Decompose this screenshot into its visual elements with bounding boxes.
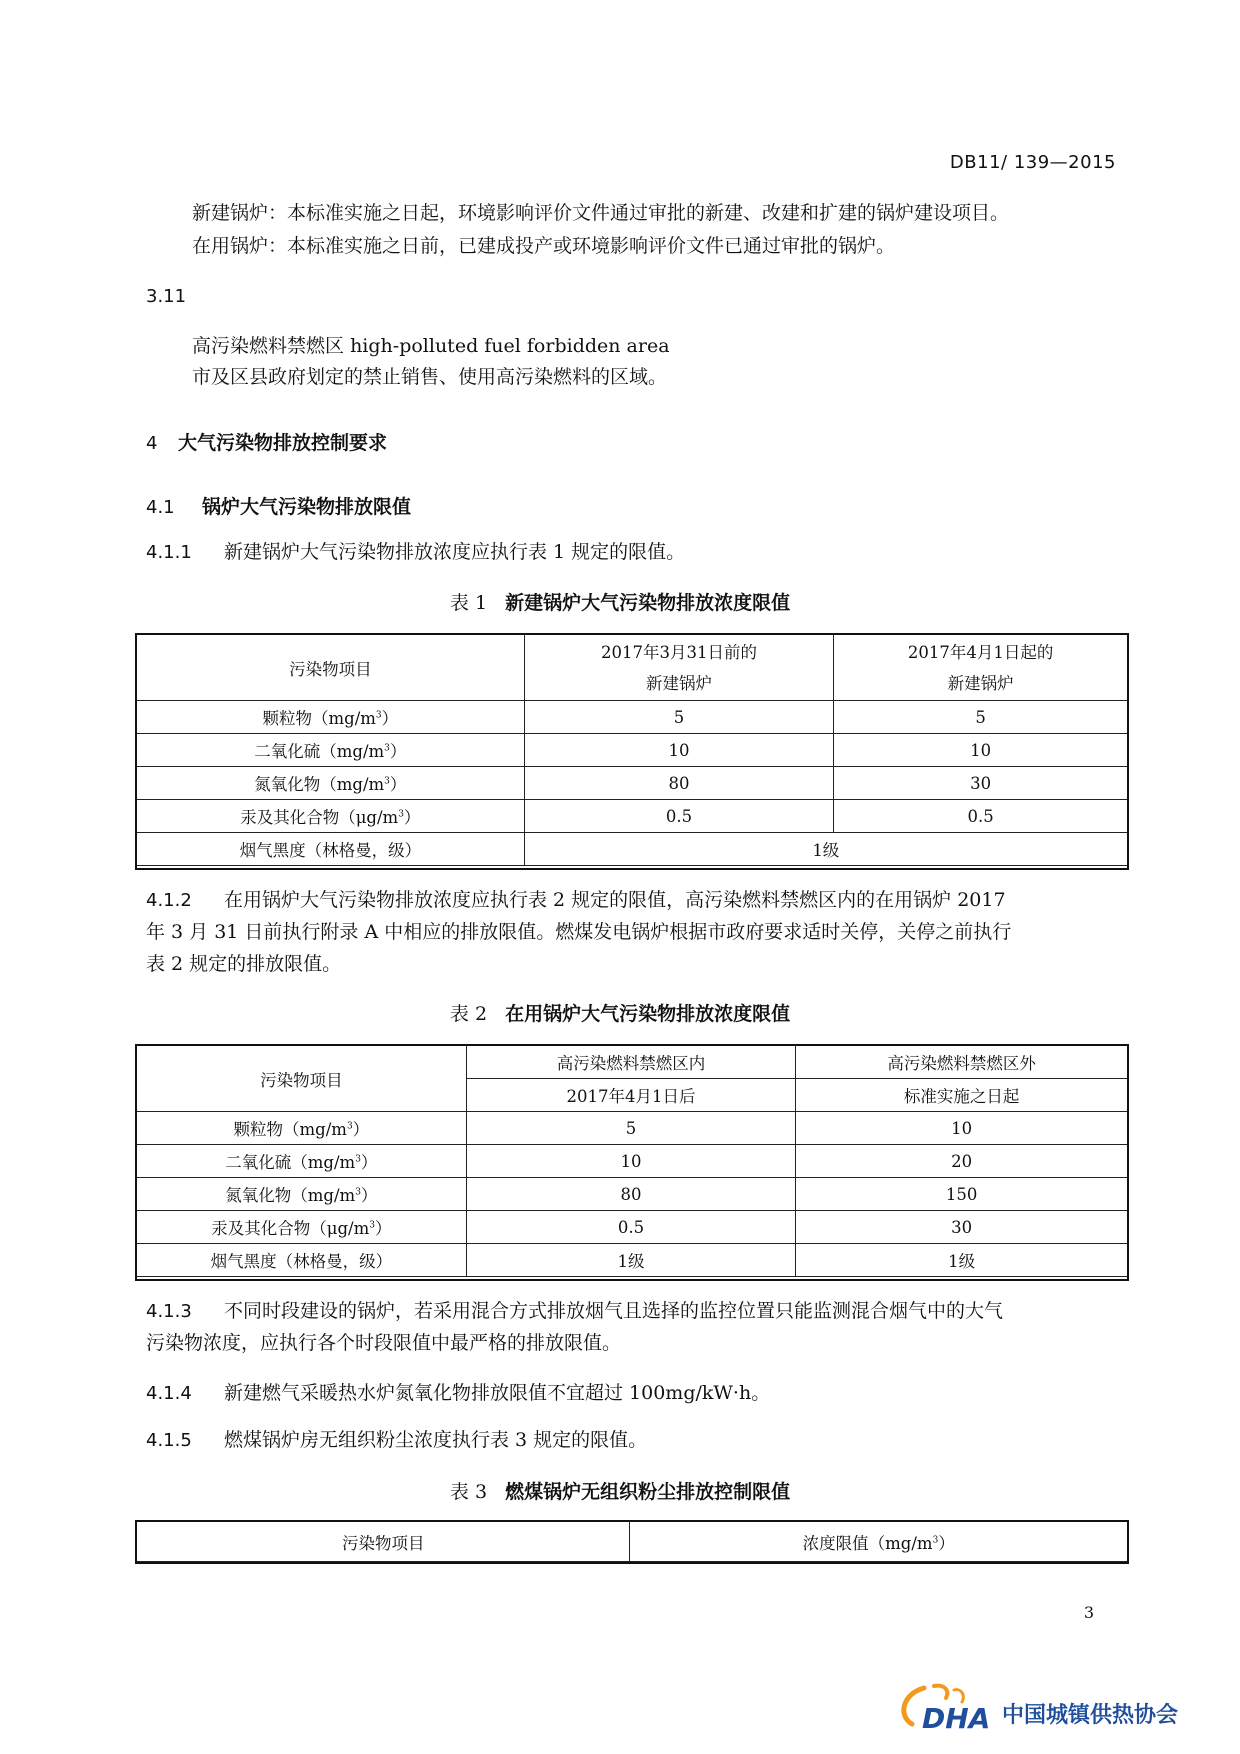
table-row bbox=[137, 1112, 1128, 1145]
table3-number: 表 3 bbox=[449, 1481, 488, 1503]
table3-header-row bbox=[137, 1522, 1128, 1562]
table2-header-col1-line1: 高污染燃料禁燃区内 bbox=[466, 1046, 796, 1079]
pollutant-name: 二氧化硫$(mg/m^3)$ bbox=[137, 734, 525, 767]
clause-4-1-1-text: 新建锅炉大气污染物排放浓度应执行表 1 规定的限值。 bbox=[224, 541, 686, 563]
table-row bbox=[137, 1244, 1128, 1277]
section-4-title: 大气污染物排放控制要求 bbox=[178, 432, 388, 454]
clause-4-1-2-number: 4.1.2 bbox=[146, 890, 192, 911]
pollutant-name: 氮氧化物$(mg/m^3)$ bbox=[137, 1178, 467, 1211]
limit-value: 0.5 bbox=[834, 800, 1128, 833]
table2-caption bbox=[0, 999, 1240, 1026]
table1-number: 表 1 bbox=[449, 592, 488, 614]
limit-value: 150 bbox=[796, 1178, 1128, 1211]
clause-4-1-3-line2: 污染物浓度，应执行各个时段限值中最严格的排放限值。 bbox=[146, 1332, 622, 1354]
table2-number: 表 2 bbox=[449, 1003, 488, 1025]
table2-header-col2-line2: 标准实施之日起 bbox=[796, 1079, 1128, 1112]
limit-value: 5 bbox=[466, 1112, 796, 1145]
table-row bbox=[137, 1211, 1128, 1244]
pollutant-name: 烟气黑度（林格曼，级） bbox=[137, 1244, 467, 1277]
clause-4-1-1 bbox=[146, 536, 685, 569]
pollutant-name: 汞及其化合物$(\mu g/m^3)$ bbox=[137, 800, 525, 833]
dha-logo-letters: DHA bbox=[922, 1702, 991, 1735]
table2 bbox=[136, 1045, 1128, 1277]
limit-value: 0.5 bbox=[466, 1211, 796, 1244]
term-definition: 市及区县政府划定的禁止销售、使用高污染燃料的区域。 bbox=[192, 366, 668, 388]
limit-value: 80 bbox=[524, 767, 834, 800]
table-row bbox=[137, 1178, 1128, 1211]
limit-value: 10 bbox=[796, 1112, 1128, 1145]
term-number: 3.11 bbox=[146, 286, 187, 307]
page-number: 3 bbox=[1083, 1603, 1094, 1622]
clause-4-1-4-text: 新建燃气采暖热水炉氮氧化物排放限值不宜超过 100mg/kW·h。 bbox=[224, 1382, 771, 1404]
clause-4-1-4-number: 4.1.4 bbox=[146, 1383, 192, 1404]
limit-value: 10 bbox=[834, 734, 1128, 767]
table2-header-col2-line1: 高污染燃料禁燃区外 bbox=[796, 1046, 1128, 1079]
table-row bbox=[137, 1145, 1128, 1178]
limit-value: 0.5 bbox=[524, 800, 834, 833]
clause-4-1-5 bbox=[146, 1424, 647, 1457]
table2-header-row1 bbox=[137, 1046, 1128, 1079]
table3-title: 燃煤锅炉无组织粉尘排放控制限值 bbox=[505, 1481, 791, 1503]
org-name: 中国城镇供热协会 bbox=[1002, 1703, 1179, 1728]
term-title-en: high-polluted fuel forbidden area bbox=[350, 335, 670, 357]
section-4-heading bbox=[146, 428, 387, 455]
clause-4-1-2-line2: 年 3 月 31 日前执行附录 A 中相应的排放限值。燃煤发电锅炉根据市政府要求适时关停，关停之前执行 bbox=[146, 921, 1012, 943]
clause-4-1-3-number: 4.1.3 bbox=[146, 1301, 192, 1322]
table1 bbox=[136, 634, 1128, 866]
section-4-1-title: 锅炉大气污染物排放限值 bbox=[202, 496, 412, 518]
section-4-1-heading bbox=[146, 492, 411, 519]
dha-logo bbox=[894, 1680, 1204, 1736]
table3-header-limit: 浓度限值$(mg/m^3)$ bbox=[630, 1522, 1128, 1562]
clause-4-1-5-text: 燃煤锅炉房无组织粉尘浓度执行表 3 规定的限值。 bbox=[224, 1429, 648, 1451]
clause-4-1-2-line1: 4.1.2 在用锅炉大气污染物排放浓度应执行表 2 规定的限值，高污染燃料禁燃区内的在用锅炉 2017 bbox=[146, 884, 1006, 917]
definition-new-boiler: 新建锅炉：本标准实施之日起，环境影响评价文件通过审批的新建、改建和扩建的锅炉建设项目。 bbox=[192, 202, 1010, 224]
limit-value: 80 bbox=[466, 1178, 796, 1211]
limit-value: 5 bbox=[524, 701, 834, 734]
pollutant-name: 汞及其化合物$(\mu g/m^3)$ bbox=[137, 1211, 467, 1244]
limit-value: 5 bbox=[834, 701, 1128, 734]
section-4-1-number: 4.1 bbox=[146, 497, 175, 518]
table1-header-col2: 2017年4月1日起的 新建锅炉 bbox=[834, 635, 1128, 701]
table-row bbox=[137, 701, 1128, 734]
limit-value: 10 bbox=[466, 1145, 796, 1178]
table2-title: 在用锅炉大气污染物排放浓度限值 bbox=[505, 1003, 791, 1025]
table2-header-item: 污染物项目 bbox=[137, 1046, 467, 1112]
pollutant-name: 二氧化硫$(mg/m^3)$ bbox=[137, 1145, 467, 1178]
section-4-number: 4 bbox=[146, 433, 158, 454]
clause-4-1-3-line1: 4.1.3 不同时段建设的锅炉，若采用混合方式排放烟气且选择的监控位置只能监测混合烟气中的大气 bbox=[146, 1295, 1003, 1328]
clause-4-1-4 bbox=[146, 1377, 770, 1410]
limit-value: 30 bbox=[796, 1211, 1128, 1244]
table-row bbox=[137, 767, 1128, 800]
table3 bbox=[136, 1521, 1128, 1562]
limit-value: 30 bbox=[834, 767, 1128, 800]
table1-title: 新建锅炉大气污染物排放浓度限值 bbox=[505, 592, 791, 614]
limit-value: 1级 bbox=[796, 1244, 1128, 1277]
table1-header-col1: 2017年3月31日前的 新建锅炉 bbox=[524, 635, 834, 701]
table-row bbox=[137, 734, 1128, 767]
clause-4-1-1-number: 4.1.1 bbox=[146, 542, 192, 563]
term-title bbox=[192, 331, 670, 361]
limit-value: 10 bbox=[524, 734, 834, 767]
table1-header-item: 污染物项目 bbox=[137, 635, 525, 701]
document-id: DB11/ 139—2015 bbox=[949, 152, 1116, 173]
definition-inuse-boiler: 在用锅炉：本标准实施之日前，已建成投产或环境影响评价文件已通过审批的锅炉。 bbox=[192, 235, 896, 257]
table1-caption bbox=[0, 588, 1240, 615]
pollutant-name: 颗粒物$(mg/m^3)$ bbox=[137, 701, 525, 734]
clause-4-1-2-line3: 表 2 规定的排放限值。 bbox=[146, 953, 342, 975]
limit-value: 1级 bbox=[466, 1244, 796, 1277]
table3-caption bbox=[0, 1477, 1240, 1504]
limit-value-merged: 1级 bbox=[524, 833, 1127, 866]
pollutant-name: 氮氧化物$(mg/m^3)$ bbox=[137, 767, 525, 800]
table3-header-item: 污染物项目 bbox=[137, 1522, 630, 1562]
term-title-zh: 高污染燃料禁燃区 bbox=[192, 335, 345, 357]
table-row bbox=[137, 800, 1128, 833]
table-row bbox=[137, 833, 1128, 866]
table2-header-col1-line2: 2017年4月1日后 bbox=[466, 1079, 796, 1112]
pollutant-name: 颗粒物$(mg/m^3)$ bbox=[137, 1112, 467, 1145]
limit-value: 20 bbox=[796, 1145, 1128, 1178]
clause-4-1-5-number: 4.1.5 bbox=[146, 1430, 192, 1451]
table1-header-row bbox=[137, 635, 1128, 701]
pollutant-name: 烟气黑度（林格曼，级） bbox=[137, 833, 525, 866]
